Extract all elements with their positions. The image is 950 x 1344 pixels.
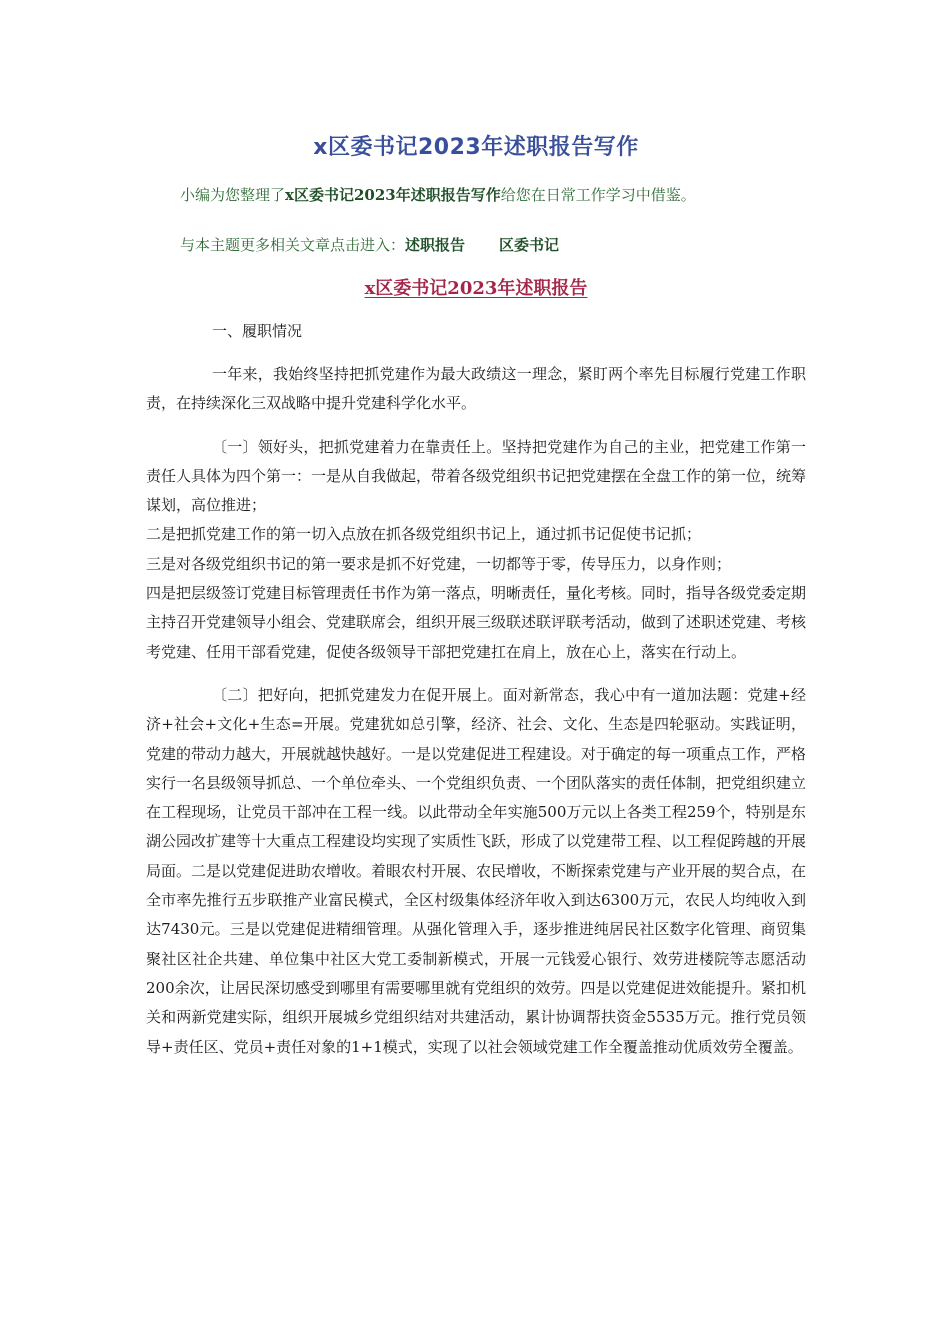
- paragraph-2-line-3: 三是对各级党组织书记的第一要求是抓不好党建，一切都等于零，传导压力，以身作则；: [146, 554, 732, 573]
- related-link-report[interactable]: 述职报告: [405, 236, 466, 254]
- related-link-secretary[interactable]: 区委书记: [499, 236, 560, 254]
- paragraph-2-line-2: 二是把抓党建工作的第一切入点放在抓各级党组织书记上，通过抓书记促使书记抓；: [146, 525, 702, 544]
- paragraph-3: 〔二〕把好向，把抓党建发力在促开展上。面对新常态，我心中有一道加法题：党建+经济+社会+文化+生态=开展。党建犹如总引擎，经济、社会、文化、生态是四轮驱动。实践证明，党建的带动力越大，开展就越快越好。一是以党建促进工程建设。对于确定的每一项重点工作，严格实行一名县级领导抓总、一个单位牵头、一个党组织负责、一个团队落实的责任体制，把党组织建立在工程现场，让党员干部冲在工程一线。以此带动全年实施500万元以上各类工程259个，特别是东湖公园改扩建等十大重点工程建设均实现了实质性飞跃，形成了以党建带工程、以工程促跨越的开展局面。二是以党建促进助农增收。着眼农村开展、农民增收，不断探索党建与产业开展的契合点，在全市率先推行五步联推产业富民模式，全区村级集体经济年收入到达6300万元，农民人均纯收入到达7430元。三是以党建促进精细管理。从强化管理入手，逐步推进纯居民社区数字化管理、商贸集聚社区社企共建、单位集中社区大党工委制新模式，开展一元钱爱心银行、效劳进楼院等志愿活动200余次，让居民深切感受到哪里有需要哪里就有党组织的效劳。四是以党建促进效能提升。紧扣机关和两新党建实际，组织开展城乡党组织结对共建活动，累计协调帮扶资金5535万元。推行党员领导+责任区、党员+责任对象的1+1模式，实现了以社会领域党建工作全覆盖推动优质效劳全覆盖。: [146, 685, 807, 1056]
- intro-suffix: 给您在日常工作学习中借鉴。: [500, 186, 696, 204]
- document-body: [146, 128, 806, 1062]
- intro-bold-title: x区委书记2023年述职报告写作: [285, 186, 501, 204]
- paragraph-1: 一年来，我始终坚持把抓党建作为最大政绩这一理念，紧盯两个率先目标履行党建工作职责，在持续深化三双战略中提升党建科学化水平。: [146, 365, 806, 413]
- intro-line: [146, 180, 806, 210]
- section-heading-1: 一、履职情况: [212, 322, 303, 340]
- document-title: x区委书记2023年述职报告写作: [313, 135, 639, 160]
- paragraph-2-line-4: 四是把层级签订党建目标管理责任书作为第一落点，明晰责任，量化考核。同时，指导各级党委定期主持召开党建领导小组会、党建联席会，组织开展三级联述联评联考活动，做到了述职述党建、考核考党建、任用干部看党建，促使各级领导干部把党建扛在肩上，放在心上，落实在行动上。: [146, 584, 807, 661]
- report-subtitle: x区委书记2023年述职报告: [364, 278, 588, 299]
- intro-prefix: 小编为您整理了: [180, 186, 286, 204]
- related-links-line: [146, 230, 806, 260]
- related-label: 与本主题更多相关文章点击进入：: [180, 236, 406, 254]
- paragraph-2: 〔一〕领好头，把抓党建着力在靠责任上。坚持把党建作为自己的主业，把党建工作第一责任人具体为四个第一：一是从自我做起，带着各级党组织书记把党建摆在全盘工作的第一位，统筹谋划，高位推进；: [146, 437, 807, 515]
